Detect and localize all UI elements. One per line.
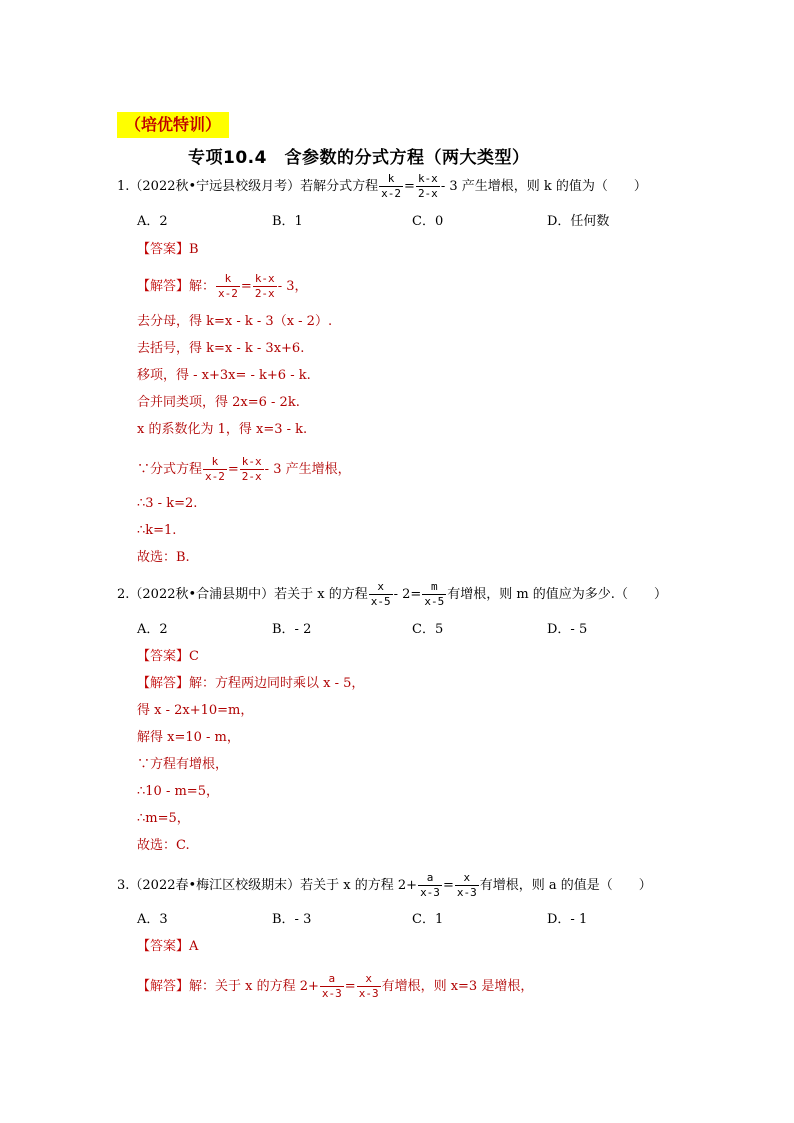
question-1-stem: 1.（2022秋•宁远县校级月考）若解分式方程 $\frac{k}{x-2}$ = $\frac{k-x}{2-x}$ - 3 产生增根，则 k 的值为（ ）	[117, 172, 647, 200]
question-3-stem: 3.（2022春•梅江区校级期末）若关于 x 的方程 2+ $\frac{a}{x-3}$ = $\frac{x}{x-3}$ 有增根，则 a 的值是（ ）	[117, 871, 652, 899]
q3-option-d: D．- 1	[547, 912, 588, 927]
fraction-x-over-x-minus-5: $\frac{x}{x-5}$	[370, 580, 391, 608]
q2-step-5: ∴m=5，	[137, 811, 190, 826]
q2-option-b: B．- 2	[272, 622, 312, 637]
q3-option-c: C．1	[412, 912, 444, 927]
q2-step-2: 解得 x=10 - m，	[137, 730, 240, 745]
page-title: 专项10.4 含参数的分式方程（两大类型）	[188, 148, 530, 168]
q3-answer: 【答案】A	[137, 939, 199, 954]
q2-option-c: C．5	[412, 622, 444, 637]
q2-option-a: A．2	[137, 622, 168, 637]
q1-therefore-2: ∴k=1.	[137, 523, 177, 538]
q2-answer: 【答案】C	[137, 649, 199, 664]
fraction-k-minus-x-over-2-minus-x: $\frac{k-x}{2-x}$	[417, 172, 438, 200]
q1-step-1: 去分母，得 k=x - k - 3（x - 2）.	[137, 314, 333, 329]
question-1-text-a: 1.（2022秋•宁远县校级月考）若解分式方程	[117, 179, 379, 194]
q3-option-b: B．- 3	[272, 912, 312, 927]
q3-option-a: A．3	[137, 912, 168, 927]
q1-answer: 【答案】B	[137, 242, 199, 257]
q1-solution-intro: 【解答】解： $\frac{k}{x-2}$ = $\frac{k-x}{2-x}$ - 3，	[137, 272, 308, 300]
q2-option-d: D．- 5	[547, 622, 588, 637]
q1-step-2: 去括号，得 k=x - k - 3x+6.	[137, 341, 305, 356]
question-1-text-b: - 3 产生增根，则 k 的值为（ ）	[440, 179, 647, 194]
q1-therefore-1: ∴3 - k=2.	[137, 496, 198, 511]
q1-choose: 故选：B.	[137, 550, 190, 565]
q1-option-c: C．0	[412, 214, 444, 229]
q1-step-3: 移项，得 - x+3x= - k+6 - k.	[137, 368, 311, 383]
category-tag: （培优特训）	[117, 112, 229, 138]
q2-step-6: 故选：C.	[137, 838, 190, 853]
q1-because: ∵分式方程 $\frac{k}{x-2}$ = $\frac{k-x}{2-x}$ - 3 产生增根，	[137, 455, 351, 483]
q2-solution-intro: 【解答】解：方程两边同时乘以 x - 5，	[137, 676, 365, 691]
q1-step-4: 合并同类项，得 2x=6 - 2k.	[137, 395, 300, 410]
fraction-m-over-x-minus-5: $\frac{m}{x-5}$	[424, 580, 445, 608]
q1-option-b: B．1	[272, 214, 303, 229]
fraction-a-over-x-minus-3: $\frac{a}{x-3}$	[420, 871, 440, 899]
fraction-k-over-x-minus-2: $\frac{k}{x-2}$	[381, 172, 402, 200]
q2-step-4: ∴10 - m=5，	[137, 784, 219, 799]
question-2-stem: 2.（2022秋•合浦县期中）若关于 x 的方程 $\frac{x}{x-5}$ - 2= $\frac{m}{x-5}$ 有增根，则 m 的值应为多少.（ ）	[117, 580, 667, 608]
q3-solution-intro: 【解答】解：关于 x 的方程 2+ $\frac{a}{x-3}$ = $\frac{x}{x-3}$ 有增根，则 x=3 是增根，	[137, 972, 534, 1000]
q2-step-1: 得 x - 2x+10=m，	[137, 703, 254, 718]
fraction-x-over-x-minus-3: $\frac{x}{x-3}$	[456, 871, 477, 899]
q1-option-a: A．2	[137, 214, 168, 229]
q1-option-d: D．任何数	[547, 214, 610, 229]
q2-step-3: ∵方程有增根，	[137, 757, 229, 772]
q1-step-5: x 的系数化为 1，得 x=3 - k.	[137, 422, 308, 437]
